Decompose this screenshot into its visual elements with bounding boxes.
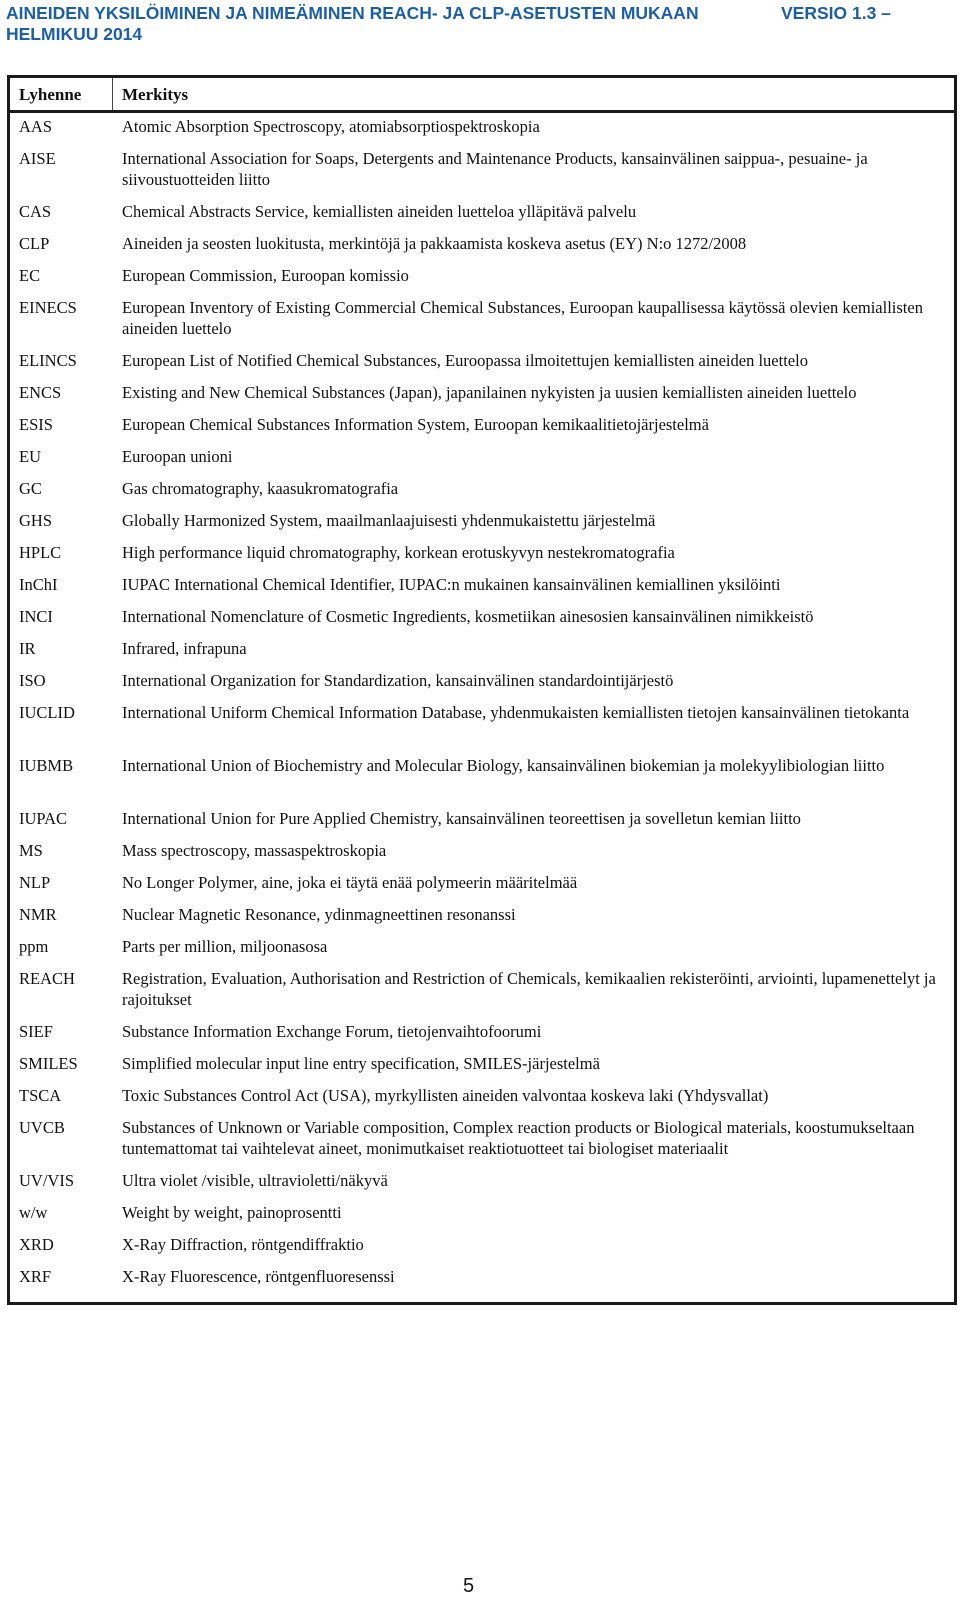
meaning-cell: International Association for Soaps, Detergents and Maintenance Products, kansainvälinen saippua-, pesuaine- ja siivoustuotteiden liitto xyxy=(122,149,868,189)
meaning-cell: Mass spectroscopy, massaspektroskopia xyxy=(122,841,387,860)
meaning-cell: International Union of Biochemistry and Molecular Biology, kansainvälinen biokemian ja molekyylibiologian liitto xyxy=(122,756,885,775)
table-row xyxy=(10,670,954,702)
document-date: HELMIKUU 2014 xyxy=(6,24,143,44)
abbreviation-cell: SMILES xyxy=(19,1054,78,1073)
table-body xyxy=(10,116,954,1298)
meaning-cell: European Chemical Substances Information System, Euroopan kemikaalitietojärjestelmä xyxy=(122,415,709,434)
table-row xyxy=(10,1085,954,1117)
abbreviation-cell: NLP xyxy=(19,873,51,892)
table-row xyxy=(10,936,954,968)
page-number: 5 xyxy=(463,1575,475,1597)
meaning-cell: Ultra violet /visible, ultravioletti/näkyvä xyxy=(122,1171,388,1190)
table-row xyxy=(10,574,954,606)
meaning-cell: Euroopan unioni xyxy=(122,447,233,466)
table-row xyxy=(10,510,954,542)
meaning-cell: International Uniform Chemical Information Database, yhdenmukaisten kemiallisten tietojen kansainvälinen tietokanta xyxy=(122,703,910,722)
meaning-cell: Existing and New Chemical Substances (Japan), japanilainen nykyisten ja uusien kemiallisten aineiden luettelo xyxy=(122,383,857,402)
abbreviation-cell: GHS xyxy=(19,511,53,530)
abbreviation-cell: EC xyxy=(19,266,41,285)
document-version: VERSIO 1.3 – xyxy=(781,3,891,23)
meaning-cell: Globally Harmonized System, maailmanlaajuisesti yhdenmukaistettu järjestelmä xyxy=(122,511,656,530)
table-row xyxy=(10,1266,954,1298)
table-header-row xyxy=(10,78,954,113)
meaning-cell: Parts per million, miljoonasosa xyxy=(122,937,328,956)
abbreviations-table xyxy=(7,75,957,1305)
table-row xyxy=(10,1021,954,1053)
meaning-cell: Simplified molecular input line entry specification, SMILES-järjestelmä xyxy=(122,1054,600,1073)
abbreviation-cell: UV/VIS xyxy=(19,1171,75,1190)
table-row xyxy=(10,1117,954,1170)
column-header-abbreviation: Lyhenne xyxy=(19,85,82,104)
abbreviation-cell: IR xyxy=(19,639,36,658)
table-row xyxy=(10,201,954,233)
abbreviation-cell: SIEF xyxy=(19,1022,53,1041)
abbreviation-cell: ppm xyxy=(19,937,49,956)
meaning-cell: X-Ray Fluorescence, röntgenfluoresenssi xyxy=(122,1267,395,1286)
meaning-cell: European Inventory of Existing Commercial Chemical Substances, Euroopan kaupallisessa käytössä olevien kemiallisten aineiden luettelo xyxy=(122,298,923,338)
meaning-cell: Nuclear Magnetic Resonance, ydinmagneettinen resonanssi xyxy=(122,905,516,924)
abbreviation-cell: MS xyxy=(19,841,43,860)
meaning-cell: International Union for Pure Applied Chemistry, kansainvälinen teoreettisen ja sovelletun kemian liitto xyxy=(122,809,801,828)
table-row xyxy=(10,116,954,148)
table-row xyxy=(10,904,954,936)
meaning-cell: Substances of Unknown or Variable composition, Complex reaction products or Biological materials, koostumukseltaan tuntemattomat tai vaihtelevat aineet, monimutkaiset reaktiotuotteet tai biologiset materiaalit xyxy=(122,1118,915,1158)
table-row xyxy=(10,808,954,840)
table-row xyxy=(10,606,954,638)
abbreviation-cell: XRD xyxy=(19,1235,54,1254)
document-header xyxy=(6,3,906,45)
abbreviation-cell: ESIS xyxy=(19,415,53,434)
abbreviation-cell: AAS xyxy=(19,117,53,136)
meaning-cell: European List of Notified Chemical Substances, Euroopassa ilmoitettujen kemiallisten aineiden luettelo xyxy=(122,351,808,370)
meaning-cell: International Organization for Standardization, kansainvälinen standardointijärjestö xyxy=(122,671,674,690)
abbreviation-cell: ENCS xyxy=(19,383,62,402)
table-row xyxy=(10,702,954,755)
header-column-divider xyxy=(112,78,113,110)
abbreviation-cell: INCI xyxy=(19,607,53,626)
abbreviation-cell: EU xyxy=(19,447,41,466)
meaning-cell: Atomic Absorption Spectroscopy, atomiabsorptiospektroskopia xyxy=(122,117,540,136)
table-row xyxy=(10,968,954,1021)
abbreviation-cell: CAS xyxy=(19,202,52,221)
column-header-meaning: Merkitys xyxy=(122,85,189,104)
abbreviation-cell: REACH xyxy=(19,969,75,988)
abbreviation-cell: InChI xyxy=(19,575,58,594)
table-row xyxy=(10,446,954,478)
abbreviation-cell: UVCB xyxy=(19,1118,65,1137)
meaning-cell: European Commission, Euroopan komissio xyxy=(122,266,409,285)
abbreviation-cell: AISE xyxy=(19,149,56,168)
table-row xyxy=(10,414,954,446)
meaning-cell: International Nomenclature of Cosmetic Ingredients, kosmetiikan ainesosien kansainvälinen nimikkeistö xyxy=(122,607,814,626)
abbreviation-cell: TSCA xyxy=(19,1086,62,1105)
meaning-cell: Toxic Substances Control Act (USA), myrkyllisten aineiden valvontaa koskeva laki (Yhdysvallat) xyxy=(122,1086,769,1105)
table-row xyxy=(10,148,954,201)
table-row xyxy=(10,265,954,297)
table-row xyxy=(10,297,954,350)
meaning-cell: IUPAC International Chemical Identifier, IUPAC:n mukainen kansainvälinen kemiallinen yksilöinti xyxy=(122,575,781,594)
table-row xyxy=(10,478,954,510)
table-row xyxy=(10,1053,954,1085)
abbreviation-cell: XRF xyxy=(19,1267,52,1286)
meaning-cell: Weight by weight, painoprosentti xyxy=(122,1203,342,1222)
table-row xyxy=(10,382,954,414)
meaning-cell: Infrared, infrapuna xyxy=(122,639,247,658)
abbreviation-cell: ELINCS xyxy=(19,351,77,370)
abbreviation-cell: w/w xyxy=(19,1203,48,1222)
meaning-cell: High performance liquid chromatography, korkean erotuskyvyn nestekromatografia xyxy=(122,543,675,562)
abbreviation-cell: GC xyxy=(19,479,42,498)
table-row xyxy=(10,638,954,670)
meaning-cell: Aineiden ja seosten luokitusta, merkintöjä ja pakkaamista koskeva asetus (EY) N:o 1272/2008 xyxy=(122,234,747,253)
document-title: AINEIDEN YKSILÖIMINEN JA NIMEÄMINEN REACH- JA CLP-ASETUSTEN MUKAAN xyxy=(6,3,699,23)
table-row xyxy=(10,755,954,808)
meaning-cell: Gas chromatography, kaasukromatografia xyxy=(122,479,399,498)
table-row xyxy=(10,350,954,382)
table-row xyxy=(10,840,954,872)
meaning-cell: Chemical Abstracts Service, kemiallisten aineiden luetteloa ylläpitävä palvelu xyxy=(122,202,637,221)
meaning-cell: X-Ray Diffraction, röntgendiffraktio xyxy=(122,1235,364,1254)
table-row xyxy=(10,872,954,904)
table-row xyxy=(10,1234,954,1266)
table-row xyxy=(10,542,954,574)
meaning-cell: No Longer Polymer, aine, joka ei täytä enää polymeerin määritelmää xyxy=(122,873,578,892)
abbreviation-cell: ISO xyxy=(19,671,46,690)
table-row xyxy=(10,1170,954,1202)
abbreviation-cell: IUCLID xyxy=(19,703,75,722)
abbreviation-cell: IUPAC xyxy=(19,809,67,828)
abbreviation-cell: IUBMB xyxy=(19,756,74,775)
table-row xyxy=(10,233,954,265)
table-row xyxy=(10,1202,954,1234)
abbreviation-cell: NMR xyxy=(19,905,57,924)
abbreviation-cell: CLP xyxy=(19,234,50,253)
meaning-cell: Registration, Evaluation, Authorisation and Restriction of Chemicals, kemikaalien rekisteröinti, arviointi, lupamenettelyt ja rajoitukset xyxy=(122,969,936,1009)
abbreviation-cell: EINECS xyxy=(19,298,77,317)
abbreviation-cell: HPLC xyxy=(19,543,62,562)
meaning-cell: Substance Information Exchange Forum, tietojenvaihtofoorumi xyxy=(122,1022,542,1041)
